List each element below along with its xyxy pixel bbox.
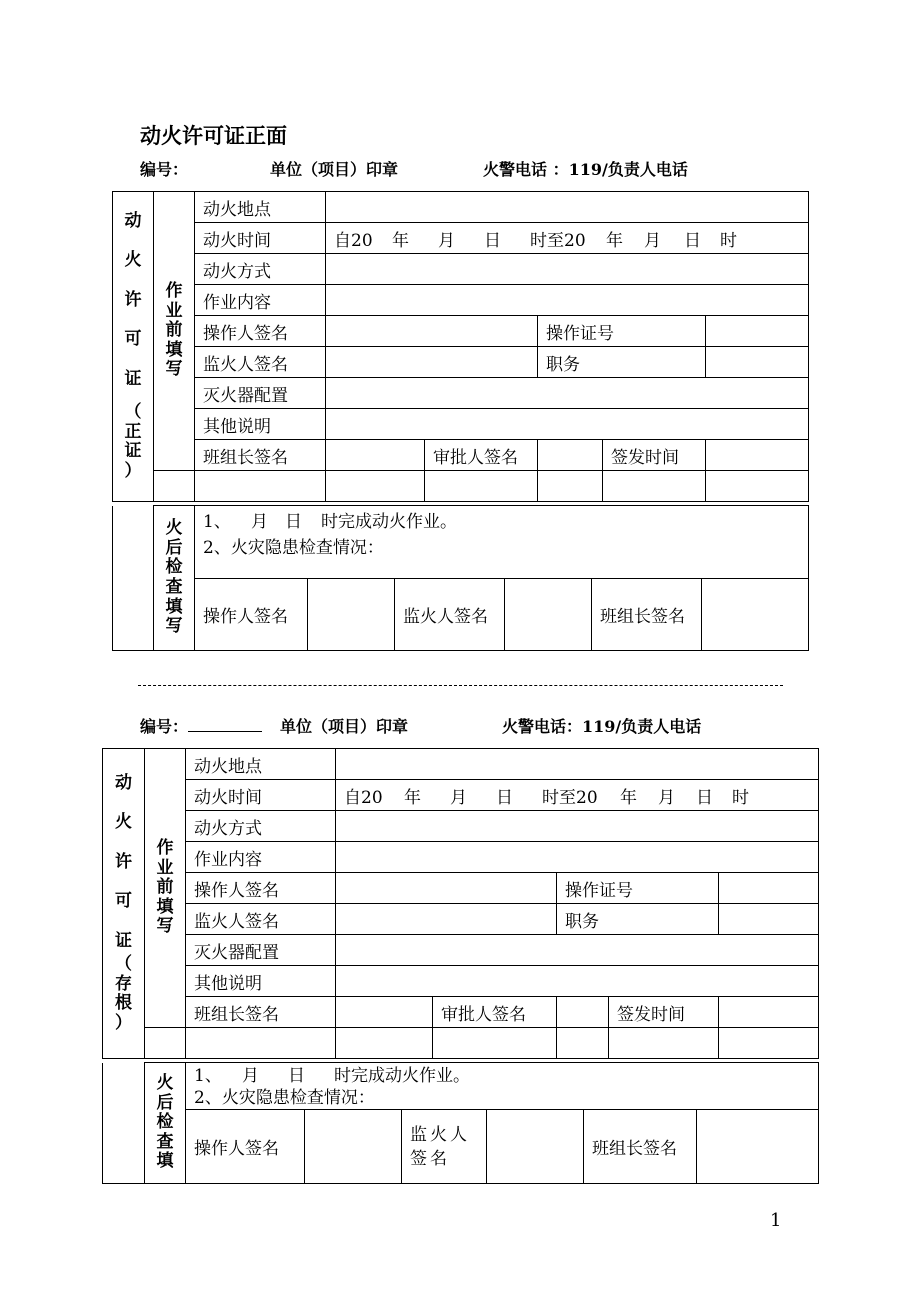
input-after-watcher-sign[interactable]: [487, 1110, 584, 1184]
label-after-leader-sign: 班组长签名: [584, 1110, 697, 1184]
label-time: 动火时间: [186, 780, 336, 811]
front-permit-table: [112, 191, 809, 502]
stub-seal-label: 单位（项目）印章: [280, 717, 409, 736]
label-approver-sign: 审批人签名: [433, 997, 557, 1028]
label-approver-sign: 审批人签名: [425, 440, 538, 471]
label-extinguisher: 灭火器配置: [195, 378, 326, 409]
label-method: 动火方式: [186, 811, 336, 842]
blank-cell[interactable]: [603, 471, 706, 502]
label-issue-time: 签发时间: [609, 997, 719, 1028]
input-approver-sign[interactable]: [538, 440, 603, 471]
input-after-operator-sign[interactable]: [308, 579, 395, 651]
input-location[interactable]: [326, 192, 809, 223]
front-after-work-label: 火 后 检 查 填 写: [154, 506, 195, 651]
label-location: 动火地点: [186, 749, 336, 780]
stub-side-label-cont: [103, 1063, 145, 1184]
front-side-label: 动 火 许 可 证 （ 正 证 ）: [113, 192, 154, 502]
label-cert-no: 操作证号: [538, 316, 706, 347]
blank-cell[interactable]: [186, 1028, 336, 1059]
cut-line: [138, 685, 783, 686]
label-extinguisher: 灭火器配置: [186, 935, 336, 966]
blank-cell[interactable]: [425, 471, 538, 502]
input-leader-sign[interactable]: [326, 440, 425, 471]
label-content: 作业内容: [195, 285, 326, 316]
input-method[interactable]: [336, 811, 819, 842]
label-issue-time: 签发时间: [603, 440, 706, 471]
label-method: 动火方式: [195, 254, 326, 285]
label-leader-sign: 班组长签名: [186, 997, 336, 1028]
input-after-watcher-sign[interactable]: [505, 579, 592, 651]
blank-cell[interactable]: [195, 471, 326, 502]
input-watcher-sign[interactable]: [336, 904, 557, 935]
label-content: 作业内容: [186, 842, 336, 873]
stub-fire-phone-label: 火警电话：119/负责人电话: [502, 717, 702, 736]
blank-cell[interactable]: [557, 1028, 609, 1059]
label-cert-no: 操作证号: [557, 873, 719, 904]
input-location[interactable]: [336, 749, 819, 780]
stub-after-work-label: 火 后 检 查 填: [145, 1063, 186, 1184]
label-after-operator-sign: 操作人签名: [195, 579, 308, 651]
blank-cell[interactable]: [609, 1028, 719, 1059]
label-watcher-sign: 监火人签名: [195, 347, 326, 378]
label-operator-sign: 操作人签名: [195, 316, 326, 347]
input-position[interactable]: [706, 347, 809, 378]
label-leader-sign: 班组长签名: [195, 440, 326, 471]
input-position[interactable]: [719, 904, 819, 935]
stub-permit-table: [102, 748, 819, 1059]
input-after-leader-sign[interactable]: [702, 579, 809, 651]
blank-cell[interactable]: [336, 1028, 433, 1059]
input-other[interactable]: [326, 409, 809, 440]
front-side-label-cont: [113, 506, 154, 651]
label-after-operator-sign: 操作人签名: [186, 1110, 305, 1184]
front-after-table: [112, 505, 809, 651]
label-position: 职务: [557, 904, 719, 935]
input-other[interactable]: [336, 966, 819, 997]
stub-after-table: [102, 1062, 819, 1184]
label-after-leader-sign: 班组长签名: [592, 579, 702, 651]
input-issue-time[interactable]: [719, 997, 819, 1028]
label-position: 职务: [538, 347, 706, 378]
blank-cell[interactable]: [706, 471, 809, 502]
front-fire-phone-label: 火警电话 ：119/负责人电话: [483, 160, 688, 179]
label-watcher-sign: 监火人签名: [186, 904, 336, 935]
input-operator-sign[interactable]: [336, 873, 557, 904]
input-extinguisher[interactable]: [336, 935, 819, 966]
input-time[interactable]: 自20 年 月 日 时至20 年 月 日 时: [326, 223, 809, 254]
input-after-operator-sign[interactable]: [305, 1110, 402, 1184]
label-after-watcher-sign: 监火人签名: [395, 579, 505, 651]
blank-cell[interactable]: [145, 1028, 186, 1059]
input-method[interactable]: [326, 254, 809, 285]
label-other: 其他说明: [195, 409, 326, 440]
input-content[interactable]: [336, 842, 819, 873]
blank-cell[interactable]: [326, 471, 425, 502]
label-operator-sign: 操作人签名: [186, 873, 336, 904]
blank-cell[interactable]: [538, 471, 603, 502]
stub-number-label: 编号：: [140, 714, 262, 737]
input-operator-sign[interactable]: [326, 316, 538, 347]
front-pre-work-label: 作 业 前 填 写: [154, 192, 195, 471]
front-seal-label: 单位（项目）印章: [270, 160, 399, 179]
after-check-notes[interactable]: 1、 月 日 时完成动火作业。 2、火灾隐患检查情况：: [195, 506, 809, 579]
stub-pre-work-label: 作 业 前 填 写: [145, 749, 186, 1028]
after-check-notes[interactable]: 1、 月 日 时完成动火作业。 2、火灾隐患检查情况：: [186, 1063, 819, 1110]
input-extinguisher[interactable]: [326, 378, 809, 409]
label-after-watcher-sign: 监火人签名: [402, 1110, 487, 1184]
input-issue-time[interactable]: [706, 440, 809, 471]
input-approver-sign[interactable]: [557, 997, 609, 1028]
input-leader-sign[interactable]: [336, 997, 433, 1028]
stub-side-label: 动 火 许 可 证 （ 存 根 ）: [103, 749, 145, 1059]
front-number-label: 编号：: [140, 160, 189, 179]
label-other: 其他说明: [186, 966, 336, 997]
label-time: 动火时间: [195, 223, 326, 254]
page-title: 动火许可证正面: [140, 123, 287, 148]
blank-cell[interactable]: [719, 1028, 819, 1059]
blank-cell[interactable]: [433, 1028, 557, 1059]
blank-cell[interactable]: [154, 471, 195, 502]
input-cert-no[interactable]: [706, 316, 809, 347]
label-location: 动火地点: [195, 192, 326, 223]
input-cert-no[interactable]: [719, 873, 819, 904]
input-content[interactable]: [326, 285, 809, 316]
input-time[interactable]: 自20 年 月 日 时至20 年 月 日 时: [336, 780, 819, 811]
input-after-leader-sign[interactable]: [697, 1110, 819, 1184]
page-number: 1: [770, 1210, 782, 1231]
input-watcher-sign[interactable]: [326, 347, 538, 378]
